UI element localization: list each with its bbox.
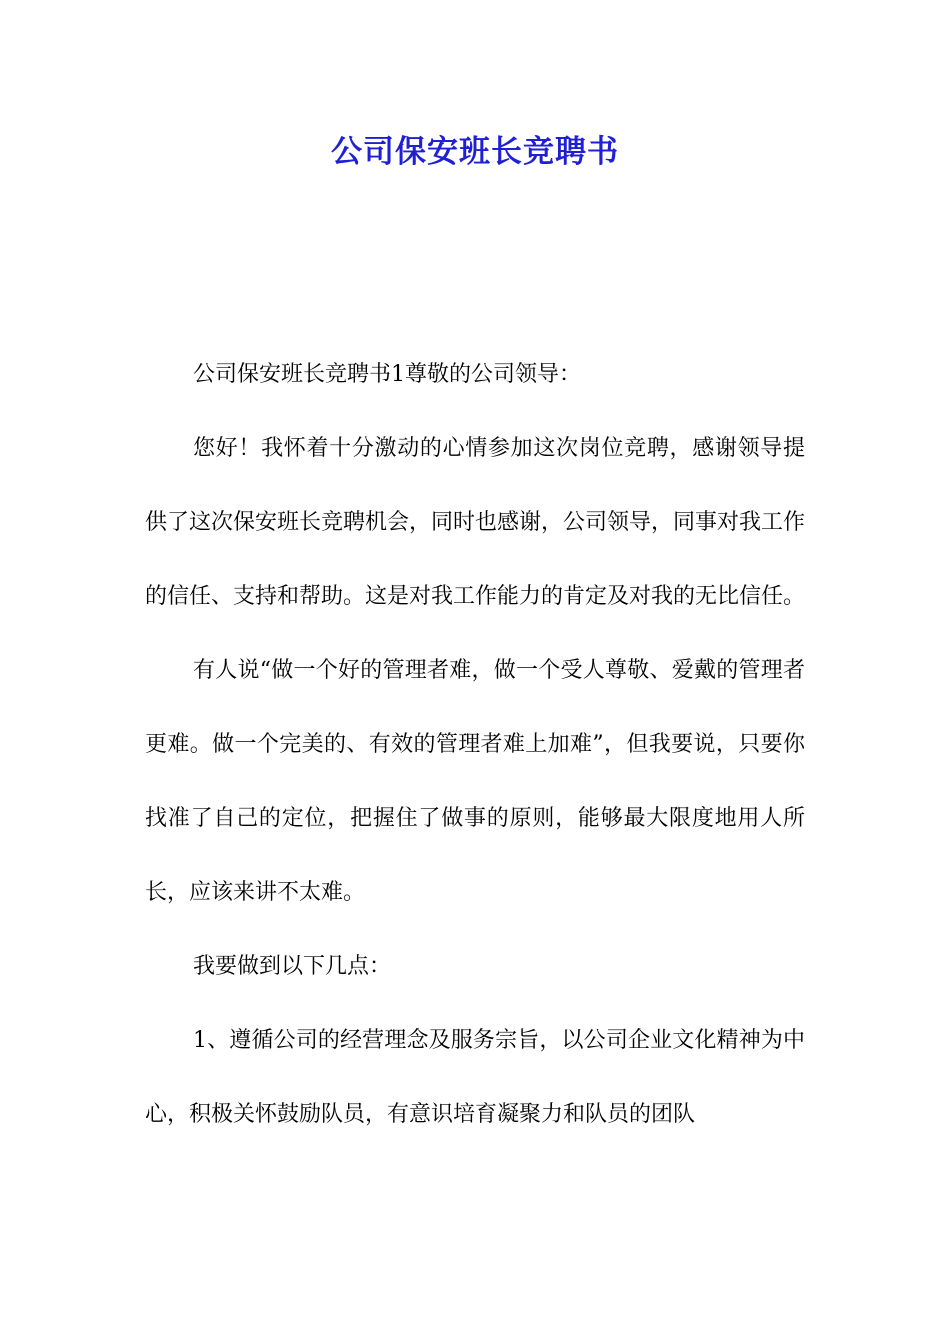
paragraph-management-view: 有人说“做一个好的管理者难，做一个受人尊敬、爱戴的管理者更难。做一个完美的、有效的管理者难上加难”，但我要说，只要你找准了自己的定位，把握住了做事的原则，能够最大限度地用人所长，应该来讲不太难。 <box>145 658 805 905</box>
document-body <box>145 338 805 1152</box>
paragraph-salutation: 公司保安班长竞聘书1尊敬的公司领导： <box>193 362 581 387</box>
paragraph-points-intro: 我要做到以下几点： <box>193 954 392 979</box>
document-title: 公司保安班长竞聘书 <box>331 134 619 170</box>
paragraph-greeting: 您好！我怀着十分激动的心情参加这次岗位竞聘，感谢领导提供了这次保安班长竞聘机会，同时也感谢，公司领导，同事对我工作的信任、支持和帮助。这是对我工作能力的肯定及对我的无比信任。 <box>145 436 806 609</box>
paragraph-point-1: 1、遵循公司的经营理念及服务宗旨，以公司企业文化精神为中心，积极关怀鼓励队员，有意识培育凝聚力和队员的团队 <box>145 1028 805 1127</box>
